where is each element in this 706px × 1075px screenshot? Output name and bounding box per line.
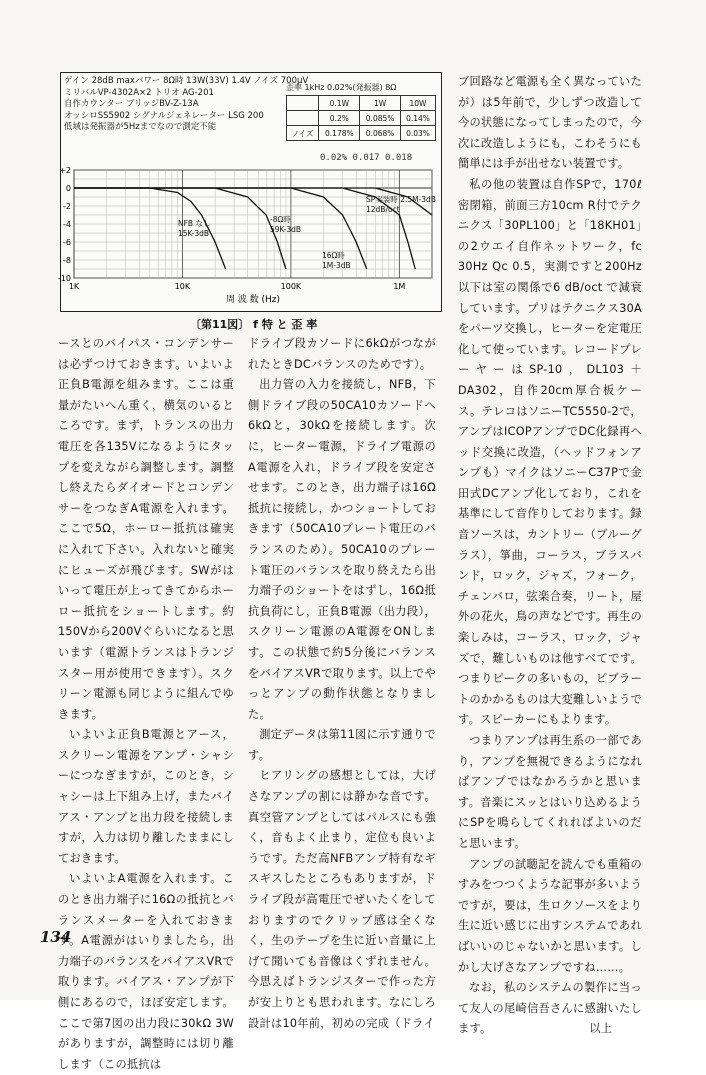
table-cell: 1W xyxy=(360,96,401,111)
y-tick-label: 0 xyxy=(65,184,71,193)
y-tick-label: -4 xyxy=(63,220,71,229)
y-tick-label: -2 xyxy=(63,202,71,211)
text-column-1 xyxy=(58,334,234,1075)
y-tick-label: -8 xyxy=(63,256,71,265)
handwritten-values: 0.02% 0.017 0.018 xyxy=(320,153,413,163)
x-tick-label: 1K xyxy=(68,282,80,291)
paragraph: 私の他の装置は自作SPで，170ℓ密閉箱，前面三方10cm R付でテクニクス「30PL100」と「18KH01」の2ウエイ自作ネットワーク，fc 30Hz Qc 0.5，実測ですと200Hz以下は室の関係で6 dB/oct で減衰しています。プリはテクニクス30Aをパーツ交換し，ヒーターを定電圧化して使っています。レコードプレーヤーはSP-10，DL103＋DA302，自作20cm厚合板ケース。テレコはソニーTC5550-2で，アンプはICOPアンプでDC化録再ヘッド交換に改造，（ヘッドフォンアンプも）マイクはソニーC37Pで金田式DCアンプ化しており，これを基準にして音作りしております。録音ソースは，カントリー（ブルーグラス），箏曲，コーラス，ブラスバンド，ロック，ジャズ，フォーク，チェンバロ，弦楽合奏，リート，屋外の花火，鳥の声などです。再生の楽しみは，コーラス，ロック，ジャズで，難しいものは他すべてです。つまりピークの多いもの，ピブラートのかかるものは大変難しいようです。スピーカーにもよります。 xyxy=(458,177,642,727)
table-cell: 0.2% xyxy=(319,111,360,126)
spec-line: ミリバルVP-4302A×2 トリオ AG-201 xyxy=(64,87,214,98)
paragraph: なお，私のシステムの製作に当って友人の尾崎信吾さんに感謝いたします。 以上 xyxy=(458,981,642,1036)
paragraph: いよいよ正負B電源とアース，スクリーン電源をアンプ・シャシーにつなぎますが，このとき，シャシーは上下組み上げ，またバイアス・アンプと出力段を接続しますが，入力は切り離したままにしておきます。 xyxy=(58,728,234,865)
table-cell: 0.14% xyxy=(400,111,435,126)
figure-caption: 〔第11図〕 f 特 と 歪 率 xyxy=(190,318,318,331)
y-tick-label: -6 xyxy=(63,238,71,247)
paragraph: 測定データは第11図に示す通りです。 xyxy=(248,728,436,762)
paragraph: ヒアリングの感想としては，大げさなアンプの割には静かな音です。真空管アンプとしてはパルスにも強く，音もよく止まり，定位も良いようです。ただ高NFBアンプ特有なギスギスしたところもありますが，ドライブ段が高電圧でぜいたくをしておりますのでクリップ感は全くなく，生のテープを生に近い音量に上げて聞いても音像はくずれません。今思えばトランジスターで作った方が安上りとも思われます。なにしろ設計は10年前，初めの完成（ドライ xyxy=(248,769,436,1030)
x-axis-label: 周 波 数 (Hz) xyxy=(225,295,281,305)
response-curve xyxy=(74,188,415,269)
text-column-2 xyxy=(248,334,436,1034)
curve-annotation: 15K-3dB xyxy=(178,229,210,238)
spec-line: オッシロSS5902 シグナルジェネレーター LSG 200 xyxy=(64,110,264,121)
spec-line: ゲイン 28dB maxパワー 8Ω時 13W(33V) 1.4V ノイズ 700μV xyxy=(64,76,309,86)
paragraph: つまりアンプは再生系の一部であり，アンプを無視できるようになればアンプではなかろうかと思います。音楽にスッとはいり込めるようにSPを鳴らしてくれればよいのだと思います。 xyxy=(458,734,642,850)
curve-annotation: -8Ω時 xyxy=(270,215,291,224)
x-tick-label: 10K xyxy=(174,282,191,291)
chart-grid xyxy=(74,170,432,278)
table-cell: 10W xyxy=(400,96,435,111)
paragraph: ブ回路など電源も全く異なっていたが）は5年前で，少しずつ改造して今の状態になってしまったので，今次に改造しようにも，こわそうにも簡単には手が出せない装置です。 xyxy=(458,75,642,171)
table-cell: 0.068% xyxy=(360,126,401,141)
table-cell: 0.178% xyxy=(319,126,360,141)
table-cell: ノイズ xyxy=(287,126,319,141)
table-cell: 0.1W xyxy=(319,96,360,111)
paragraph: ドライブ段カソードに6kΩがつながれたときDCバランスのためです）。 xyxy=(248,337,436,371)
chart-ticks xyxy=(58,166,406,291)
paragraph: アンプの試聴記を読んでも重箱のすみをつつくような記事が多いようですが，要は，生ロクソースをより生に近い感じに出すシステムであればいいのじゃないかと思います。しかし大げさなアンプですね……。 xyxy=(458,857,642,974)
text-column-3 xyxy=(458,72,642,1040)
y-tick-label: -10 xyxy=(57,274,71,283)
curve-annotation: 16Ω時 xyxy=(322,251,345,260)
spec-line: 自作カウンター ブリッジBV-Z-13A xyxy=(64,99,199,110)
x-tick-label: 1M xyxy=(393,282,406,291)
curve-annotation: 59K-3dB xyxy=(270,225,302,234)
page-number: 134 xyxy=(40,928,72,946)
distortion-title: 歪率 1kHz 0.02%(発振器) 8Ω xyxy=(286,83,397,92)
curve-annotation: 1M-3dB xyxy=(322,261,351,270)
paragraph: 出力管の入力を接続し，NFB，下側ドライブ段の50CA10カソードへ6kΩと，30kΩを接続します。次に，ヒーター電源，ドライブ電源のA電源を入れ，ドライブ段を安定させます。このとき，出力端子は16Ω抵抗に接続し，かつショートしておきます（50CA10プレート電圧のバランスのため）。50CA10のプレート電圧のバランスを取り終えたら出力端子のショートをはずし，16Ω抵抗負荷にし，正負B電源（出力段），スクリーン電源のA電源をONします。この状態で約5分後にバランスをバイアスVRで取ります。以上でやっとアンプの動作状態となりました。 xyxy=(248,378,436,721)
paragraph: ースとのバイパス・コンデンサーは必ずつけておきます。いよいよ正負B電源を組みます。ここは重量がたいへん重く，横気のいるところです。まず，トランスの出力電圧を各135Vになるようにタップを変えながら調整します。調整し終えたらダイオードとコンデンサーをつなぎA電源を入れます。ここで5Ω，ホーロー抵抗は確実に入れて下さい。入れないと確実にヒューズが飛びます。SWがはいって電圧が上ってきてからホーロー抵抗をショートします。約150Vから200Vぐらいになると思います（電源トランスはトランジスター用が使用できます）。スクリーン電源も同じように組んでゆきます。 xyxy=(58,337,234,721)
table-cell: 0.085% xyxy=(360,111,401,126)
curve-annotation: 12dB/oct xyxy=(366,205,400,214)
table-cell: 0.03% xyxy=(400,126,435,141)
spec-line: 低域は発振器が5Hzまでなので測定不能 xyxy=(64,122,217,133)
y-tick-label: +2 xyxy=(59,166,71,175)
chart-annotations xyxy=(178,194,436,270)
curve-annotation: NFB なし xyxy=(178,219,211,228)
curve-annotation: SP実装時 2.5M-3dB xyxy=(366,195,436,204)
paragraph: いよいよA電源を入れます。このとき出力端子に16Ωの抵抗とバランスメーターを入れておきます。A電源がはいりましたら，出力端子のバランスをバイアスVRで取ります。バイアス・アンプが下側にあるので，ほぼ安定します。ここで第7図の出力段に30kΩ 3Wがありますが，調整時には切り離します（この抵抗は xyxy=(58,872,234,1071)
x-tick-label: 100K xyxy=(280,282,302,291)
